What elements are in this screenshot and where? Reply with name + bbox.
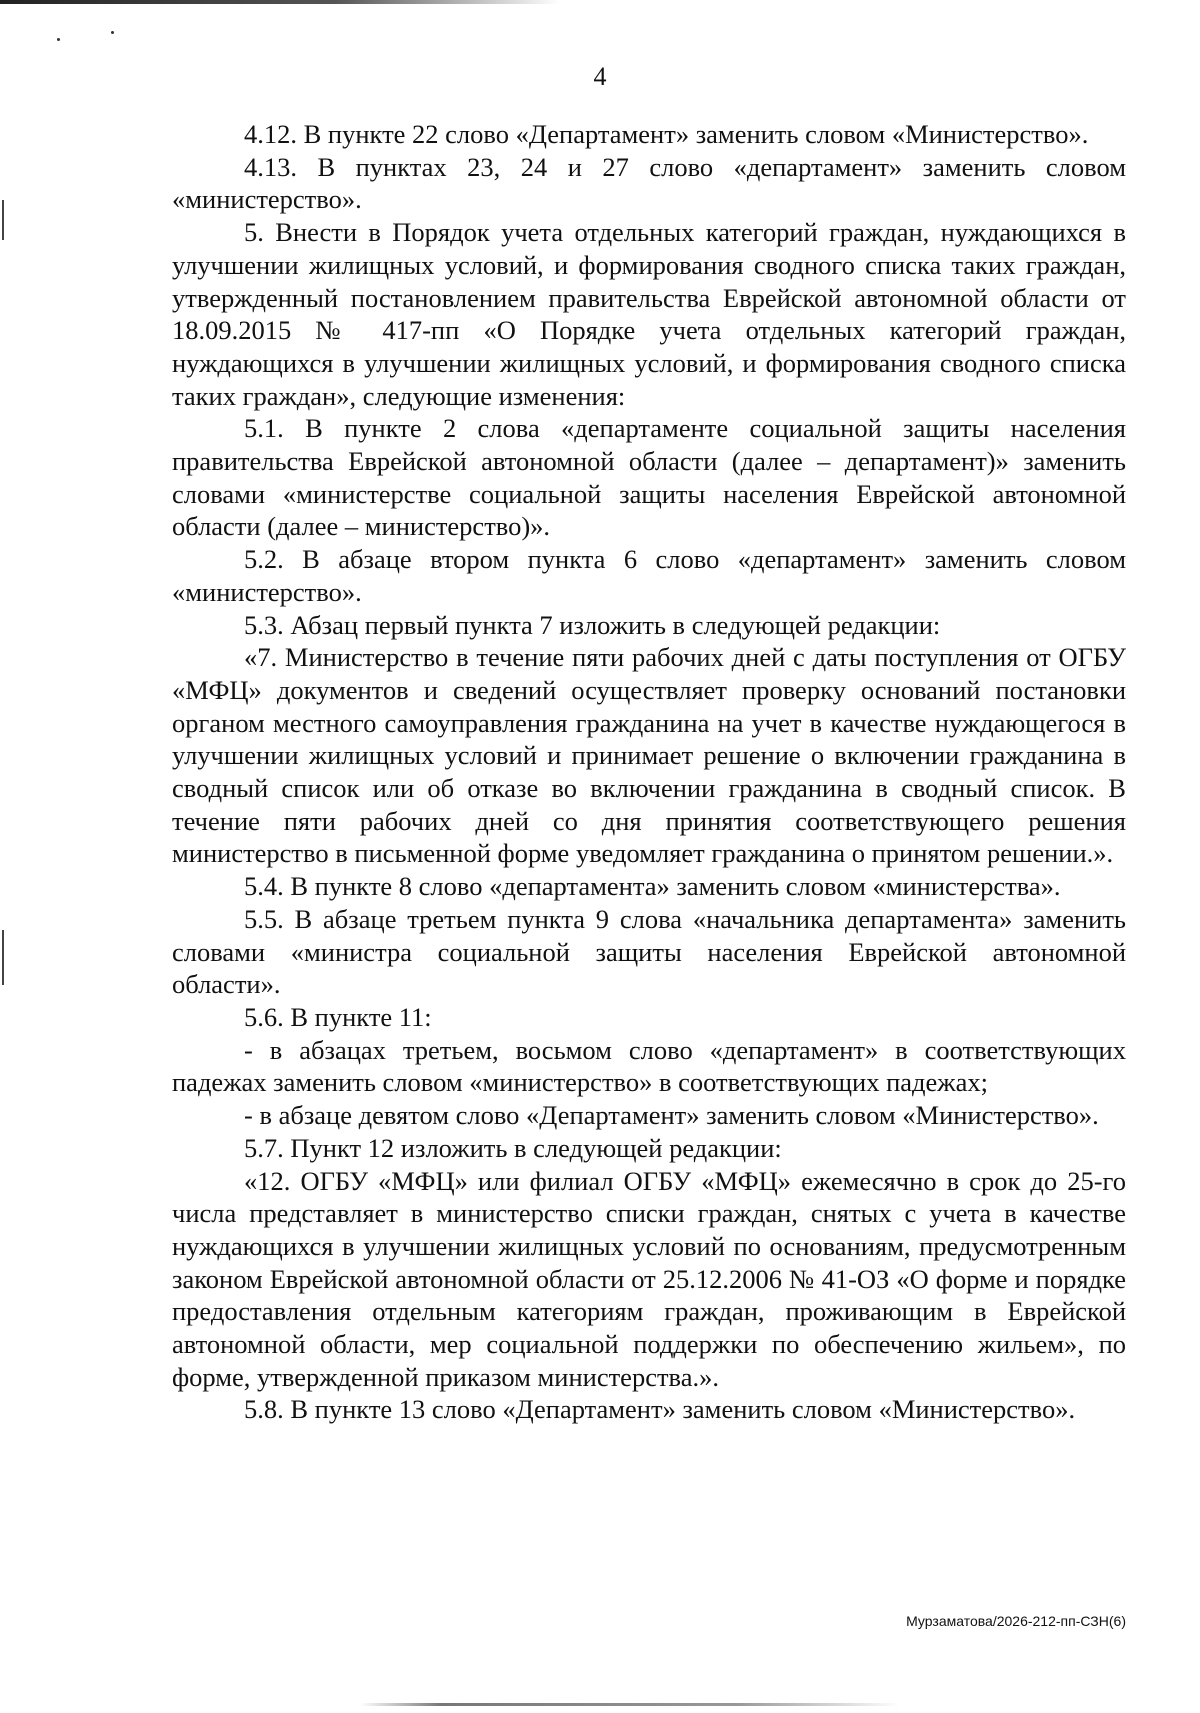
paragraph-4-13: 4.13. В пунктах 23, 24 и 27 слово «департамент» заменить словом «министерство».: [172, 151, 1126, 215]
paragraph-5-5: 5.5. В абзаце третьем пункта 9 слова «начальника департамента» заменить словами «министра социальной защиты населения Еврейской автономной области».: [172, 903, 1126, 1000]
paragraph-5-6-item-1: - в абзацах третьем, восьмом слово «департамент» в соответствующих падежах заменить словом «министерство» в соответствующих падежах;: [172, 1034, 1126, 1098]
paragraph-5-2: 5.2. В абзаце втором пункта 6 слово «департамент» заменить словом «министерство».: [172, 544, 1126, 607]
scan-margin-mark: [2, 930, 4, 985]
paragraph-5-7: 5.7. Пункт 12 изложить в следующей редакции:: [244, 1132, 782, 1163]
document-body: [172, 118, 1126, 1426]
scan-margin-mark: [2, 200, 4, 240]
scan-edge-bottom: [360, 1703, 900, 1706]
paragraph-5-7-quote: «12. ОГБУ «МФЦ» или филиал ОГБУ «МФЦ» ежемесячно в срок до 25-го числа представляет в министерство списки граждан, снятых с учета в качестве нуждающихся в улучшении жилищных условий по основаниям, предусмотренным законом Еврейской автономной области от 25.12.2006 № 41-ОЗ «О форме и порядке предоставления отдельным категориям граждан, проживающим в Еврейской автономной области, мер социальной поддержки по обеспечению жильем», по форме, утвержденной приказом министерства.».: [172, 1165, 1126, 1392]
paragraph-5: 5. Внести в Порядок учета отдельных категорий граждан, нуждающихся в улучшении жилищных условий, и формирования сводного списка таких граждан, утвержденный постановлением правительства Еврейской автономной области от 18.09.2015 № 417-пп «О Порядке учета отдельных категорий граждан, нуждающихся в улучшении жилищных условий, и формирования сводного списка таких граждан», следующие изменения:: [172, 217, 1126, 411]
paragraph-4-12: 4.12. В пункте 22 слово «Департамент» заменить словом «Министерство».: [244, 119, 1089, 149]
paragraph-5-6-item-2: - в абзаце девятом слово «Департамент» заменить словом «Министерство».: [244, 1100, 1099, 1131]
page-number: 4: [593, 62, 607, 91]
paragraph-5-4: 5.4. В пункте 8 слово «департамента» заменить словом «министерства».: [244, 871, 1061, 902]
footer-document-code: Мурзаматова/2026-212-пп-СЗН(6): [906, 1613, 1126, 1629]
paragraph-5-1: 5.1. В пункте 2 слова «департаменте социальной защиты населения правительства Еврейской автономной области (далее – департамент)» заменить словами «министерстве социальной защиты населения Еврейской автономной области (далее – министерство)».: [172, 413, 1126, 542]
paragraph-5-8: 5.8. В пункте 13 слово «Департамент» заменить словом «Министерство».: [244, 1394, 1076, 1425]
paragraph-5-3-quote: «7. Министерство в течение пяти рабочих дней с даты поступления от ОГБУ «МФЦ» документов и сведений осуществляет проверку оснований постановки органом местного самоуправления гражданина на учет в качестве нуждающегося в улучшении жилищных условий и принимает решение о включении гражданина в сводный список или об отказе во включении гражданина в сводный список. В течение пяти рабочих дней со дня принятия соответствующего решения министерство в письменной форме уведомляет гражданина о принятом решении.».: [172, 642, 1126, 869]
paragraph-5-6: 5.6. В пункте 11:: [244, 1001, 432, 1032]
scan-edge-top: [0, 0, 560, 4]
scan-speck: [57, 38, 60, 41]
scan-speck: [111, 31, 114, 34]
paragraph-5-3: 5.3. Абзац первый пункта 7 изложить в следующей редакции:: [244, 609, 941, 640]
